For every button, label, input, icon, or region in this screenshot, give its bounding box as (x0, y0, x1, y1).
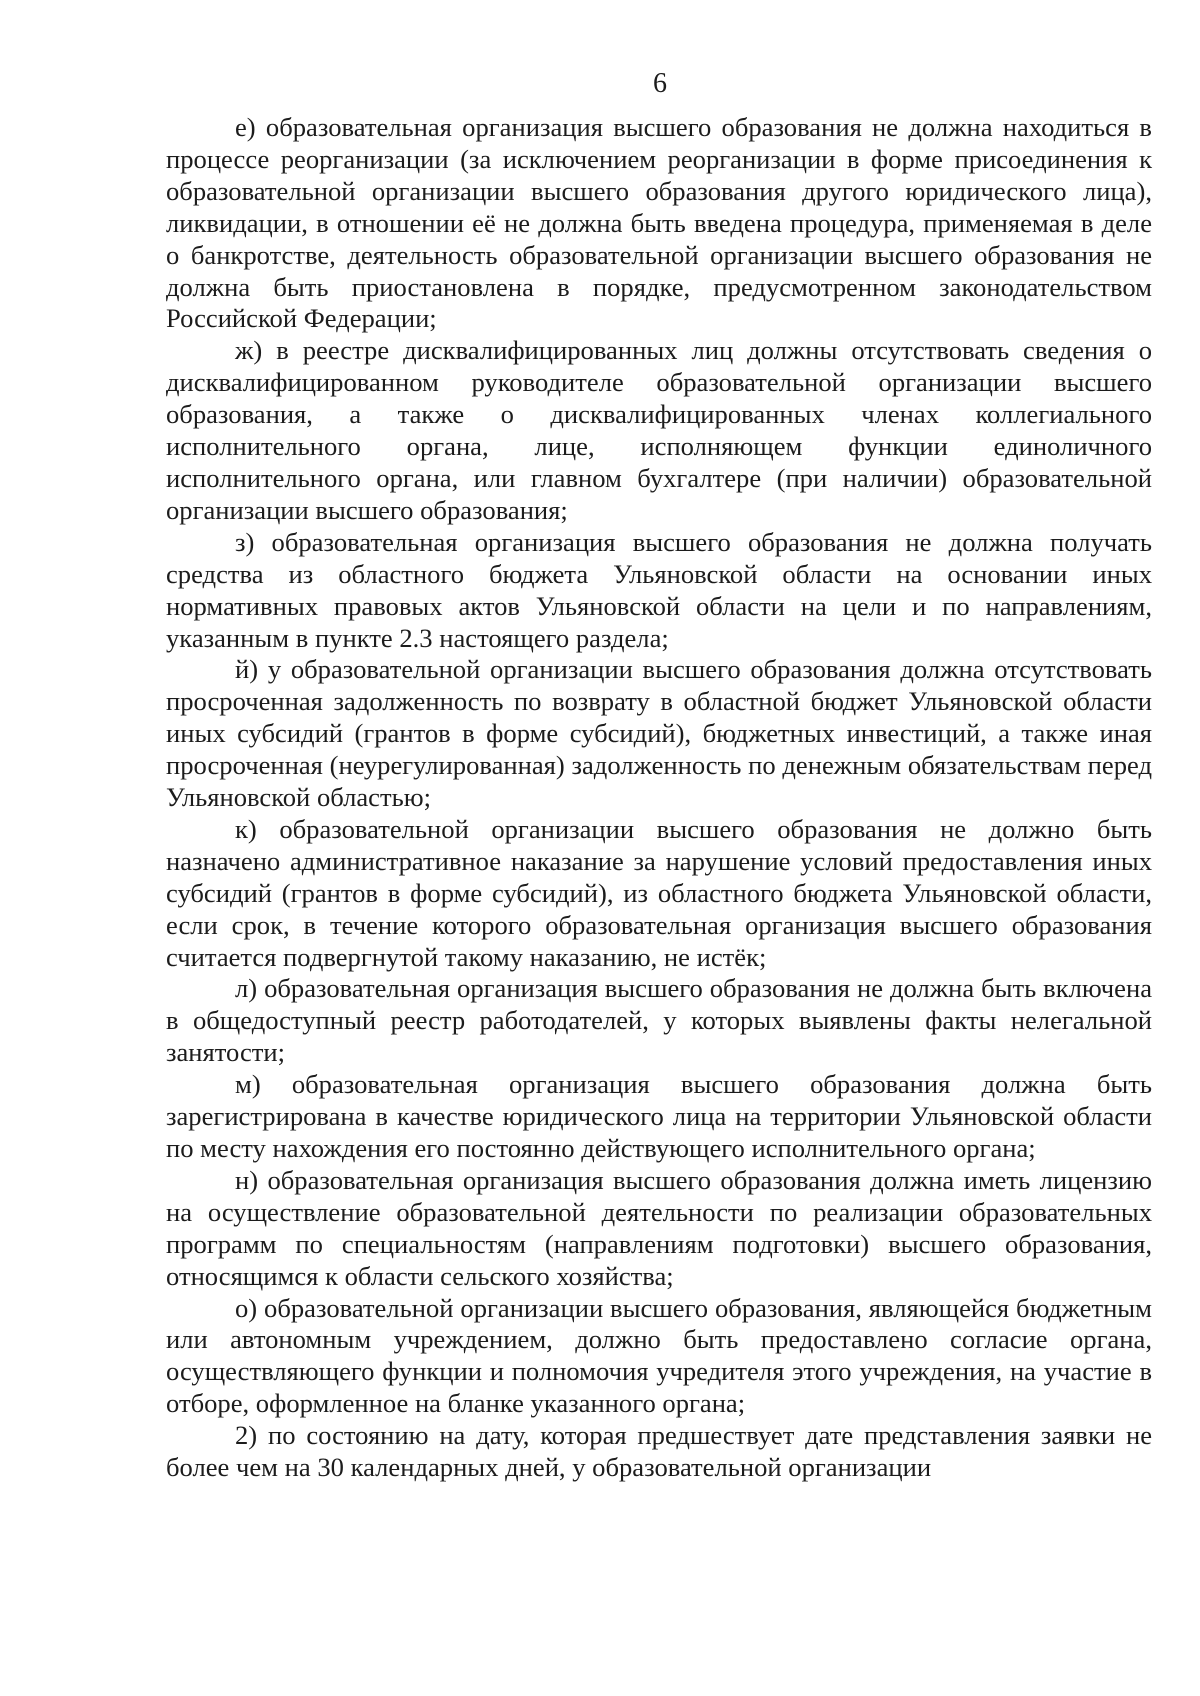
paragraph-2: 2) по состоянию на дату, которая предшествует дате представления заявки не более чем на 30 календарных дней, у образовательной организации (166, 1420, 1152, 1483)
page-number: 6 (653, 68, 667, 99)
paragraph-n: н) образовательная организация высшего образования должна иметь лицензию на осуществление образовательной деятельности по реализации образовательных программ по специальностям (направлениям подготовки) высшего образования, относящимся к области сельского хозяйства; (166, 1164, 1152, 1291)
paragraph-k: к) образовательной организации высшего образования не должно быть назначено административное наказание за нарушение условий предоставления иных субсидий (грантов в форме субсидий), из областного бюджета Ульяновской области, если срок, в течение которого образовательная организация высшего образования считается подвергнутой такому наказанию, не истёк; (166, 813, 1152, 972)
document-body (166, 112, 1152, 1484)
paragraph-o: о) образовательной организации высшего образования, являющейся бюджетным или автономным учреждением, должно быть предоставлено согласие органа, осуществляющего функции и полномочия учредителя этого учреждения, на участие в отборе, оформленное на бланке указанного органа; (166, 1292, 1152, 1419)
paragraph-m: м) образовательная организация высшего образования должна быть зарегистрирована в качестве юридического лица на территории Ульяновской области по месту нахождения его постоянно действующего исполнительного органа; (166, 1069, 1152, 1163)
paragraph-zh: ж) в реестре дисквалифицированных лиц должны отсутствовать сведения о дисквалифицированном руководителе образовательной организации высшего образования, а также о дисквалифицированных членах коллегиального исполнительного органа, лице, исполняющем функции единоличного исполнительного органа, или главном бухгалтере (при наличии) образовательной организации высшего образования; (166, 335, 1152, 525)
paragraph-l: л) образовательная организация высшего образования не должна быть включена в общедоступный реестр работодателей, у которых выявлены факты нелегальной занятости; (166, 973, 1152, 1068)
paragraph-e: е) образовательная организация высшего образования не должна находиться в процессе реорганизации (за исключением реорганизации в форме присоединения к образовательной организации высшего образования другого юридического лица), ликвидации, в отношении её не должна быть введена процедура, применяемая в деле о банкротстве, деятельность образовательной организации высшего образования не должна быть приостановлена в порядке, предусмотренном законодательством Российской Федерации; (166, 112, 1152, 334)
paragraph-z: з) образовательная организация высшего образования не должна получать средства из областного бюджета Ульяновской области на основании иных нормативных правовых актов Ульяновской области на цели и по направлениям, указанным в пункте 2.3 настоящего раздела; (166, 526, 1152, 653)
paragraph-i-kratkoe: й) у образовательной организации высшего образования должна отсутствовать просроченная задолженность по возврату в областной бюджет Ульяновской области иных субсидий (грантов в форме субсидий), бюджетных инвестиций, а также иная просроченная (неурегулированная) задолженность по денежным обязательствам перед Ульяновской областью; (166, 654, 1152, 813)
